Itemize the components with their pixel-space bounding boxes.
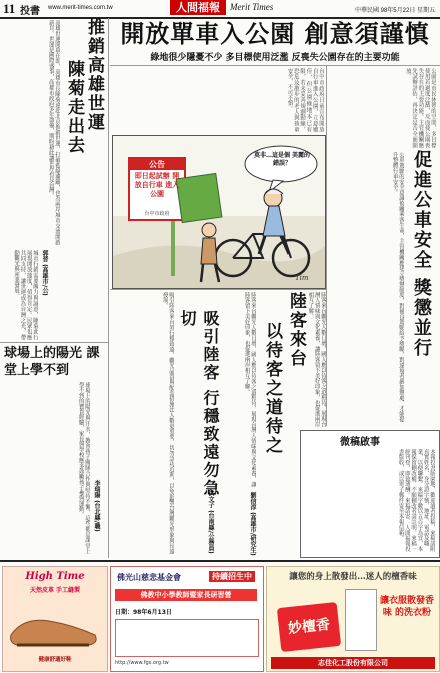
- article-column-2: 城市行銷需要魄力與誠意，陳菊此行展現開放態度，值得肯定。民眾也應共同支持，讓世運成為台灣之光，帶動觀光與產業發展。: [13, 250, 38, 340]
- ad1-subtitle: 天然皮革 手工縫製: [29, 587, 81, 594]
- article-column-7b: 陸客來台觀光人數日增，國人應以待客之道相待，展現台灣人情味與文化素養，讓陸客留下美好印象，也促進兩岸相互了解。: [243, 292, 256, 487]
- editorial-cartoon: [112, 135, 326, 289]
- cartoon-sign-title: 公告: [149, 160, 165, 169]
- article-column-8: 球場上的陽光與汗水，教會孩子團隊合作與堅持不懈，這些都是課堂上學不到的寶貴經驗，家長與學校應多鼓勵孩子參與運動。: [77, 382, 90, 554]
- ad2-tag: 持續招生中: [209, 571, 255, 582]
- masthead: [0, 0, 440, 19]
- ad2-title: 佛光山慈悲基金會: [117, 573, 181, 582]
- page-number: 11: [3, 1, 16, 16]
- divider: [0, 342, 108, 343]
- ad3-product-box: [345, 589, 377, 651]
- article-column-3: 台中市政府日前宣布開放自行車進入公園，立意雖佳，但公園綠地本已有限，若未妥善規劃動線，恐危及散步的老人與孩童安全，不可不慎。: [286, 68, 324, 132]
- headline-left-1: 推銷高雄世運: [84, 18, 104, 132]
- byline-center: 洪文子 (台南縣/公務員): [207, 490, 214, 554]
- byline-ball: 李瑞陽 (台北縣/職): [93, 480, 100, 532]
- divider: [326, 66, 327, 426]
- detergent-advertisement[interactable]: [266, 566, 440, 672]
- article-column-1: 高雄世運開幕在即，高雄市長陳菊遠赴北京推銷世運，打破藍綠藩籬，也為兩岸城市交流開啟新頁。世運是國際盛事，高雄市政府多年籌備，期盼藉此讓世界看見台灣。: [47, 20, 60, 245]
- headline-left-2: 陳菊走出去: [64, 60, 84, 155]
- ad2-band: 佛教中小學教師暨家長研習營: [115, 589, 257, 601]
- ad3-product-logo: 妙檀香: [277, 602, 341, 652]
- headline-center: 吸引陸客 行穩致遠勿急切: [178, 310, 220, 498]
- divider: [110, 289, 326, 290]
- cartoon-sign-sub: 台中市政府: [144, 211, 170, 217]
- ad3-feature: 讓衣服散發香味 的洗衣粉: [379, 596, 434, 618]
- advertisement-strip: [0, 560, 440, 673]
- ad3-company: 志佳化工股份有限公司: [271, 657, 435, 669]
- article-column-6: 陸客來台觀光人數日增，國人應以待客之道相待，展現台灣人情味與文化素養，讓陸客留下美好印象，也促進兩岸相互了解。: [307, 292, 326, 427]
- article-column-4: 公園是市民休憩的空間，多目標使用若過度泛濫，反而使公園喪失存在的主要功能。主管機關應先試辦評估，再決定是否全面開放。: [404, 68, 436, 148]
- issue-date: 中華民國 98年5月22日 星期五: [354, 8, 435, 14]
- school-advertisement[interactable]: [110, 566, 264, 672]
- divider: [108, 18, 109, 558]
- headline-ball: 球場上的陽光 課堂上學不到: [4, 346, 100, 378]
- headline-mid-1: 陸客來台: [286, 292, 306, 368]
- main-headline: 開放單車入公園 創意須謹慎: [120, 19, 430, 48]
- headline-mid-2: 以待客之道待之: [262, 322, 282, 455]
- ad1-tagline: 健康舒適好鞋: [38, 657, 72, 663]
- site-url[interactable]: www.merit-times.com.tw: [48, 5, 113, 11]
- sub-headline: 綠地很少隱憂不少 多目標使用泛濫 反喪失公園存在的主要功能: [150, 53, 400, 63]
- byline-left: 郭晉 (高雄市/公): [41, 250, 48, 296]
- newspaper-logo: 人間福報: [170, 0, 226, 15]
- shoe-icon: [3, 595, 107, 655]
- shoe-advertisement[interactable]: [2, 566, 108, 672]
- ad1-title: High Time: [25, 571, 85, 582]
- article-column-7a: 吸引陸客來台須行穩致遠，觀光品質與配套措施比人數更重要，切勿急功近利，以免影響台灣觀光形象與長遠發展。: [161, 292, 174, 554]
- headline-right: 促進公車安全 獎懲並行: [411, 150, 432, 359]
- ad2-url[interactable]: http://www.fgs.org.tw: [115, 660, 169, 666]
- cartoon-signature: Tim: [295, 274, 309, 282]
- ad2-date: 日期：98年6月13日: [115, 609, 172, 616]
- ad2-info-box: [115, 619, 259, 657]
- divider: [110, 65, 440, 66]
- ad3-slogan: 讓您的身上散發出…迷人的檀香味: [289, 572, 417, 582]
- submission-notice-body: 本報投書版園地，歡迎讀者投稿，來稿請附真實姓名、身分證字號、地址、電話及職業，以便聯繫。來稿字數以五百字為宜，本報保留刪改權，不願刪改者請註明。來稿一經刊登，即致薄酬。來稿請寄：人間福報投書版收，或以電子郵件寄至本報信箱。: [397, 449, 435, 552]
- article-column-5: 公車駕駛的安全意識攸關乘客生命，主管機關應建立獎懲制度，對優良駕駛給予獎勵，對違規者嚴加懲處，才能提升整體行車安全。: [391, 152, 404, 422]
- byline-mid: 劉信淳 (高雄市/研究生): [249, 492, 256, 556]
- cartoon-sign-text: 即日起試辦 開放自行車 進入公園: [134, 172, 180, 198]
- cartoon-speech: 莫非…這是個 美麗的錯誤？: [253, 152, 311, 167]
- submission-notice-title: 微稿啟事: [340, 437, 380, 448]
- newspaper-logo-en: Merit Times: [230, 2, 274, 12]
- section-name: 投書: [20, 6, 40, 17]
